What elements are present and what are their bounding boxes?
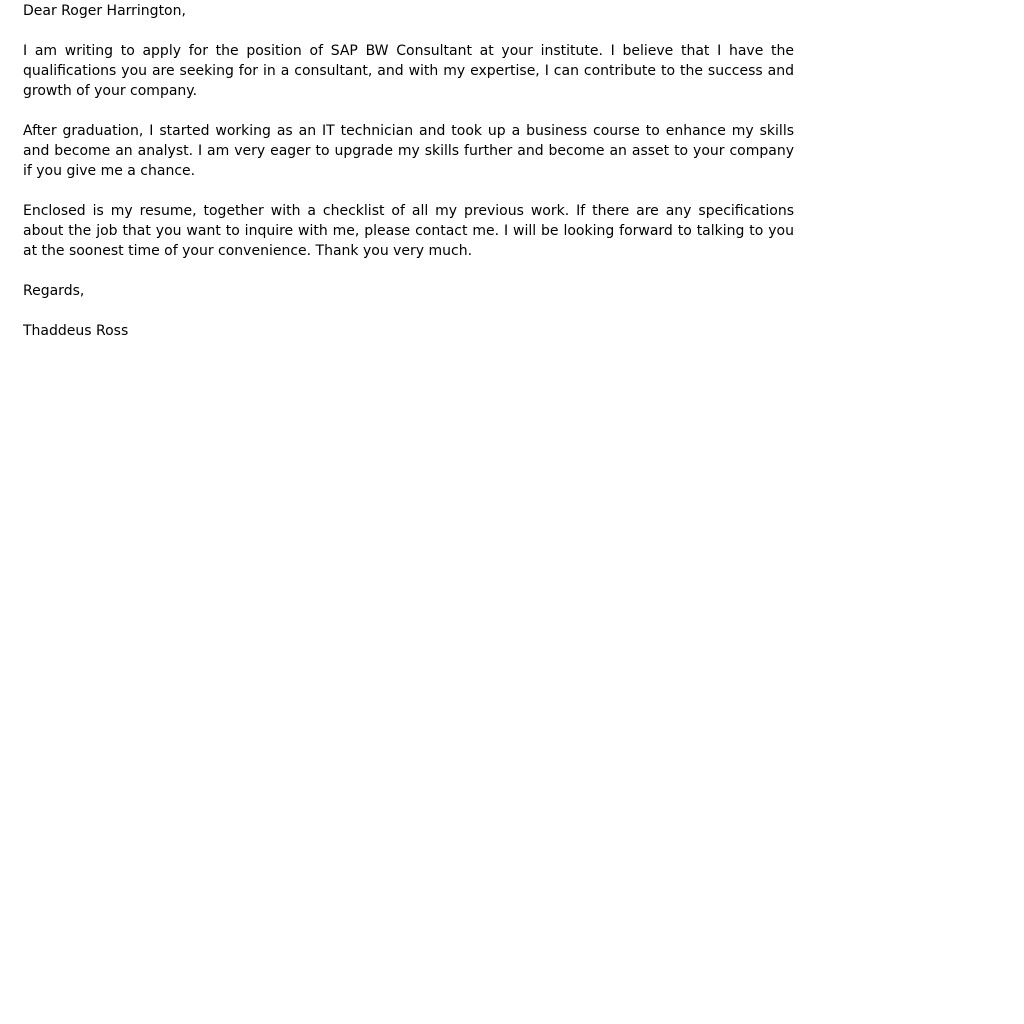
letter-signature: Thaddeus Ross bbox=[23, 323, 129, 339]
letter-paragraph-3: Enclosed is my resume, together with a checklist of all my previous work. If there are any specifications about the job that you want to inquire with me, please contact me. I will be looking forward to talking to you at the soonest time of your convenience. Thank you very much. bbox=[23, 203, 794, 259]
cover-letter bbox=[23, 0, 794, 341]
letter-salutation: Dear Roger Harrington, bbox=[23, 3, 186, 19]
letter-paragraph-2: After graduation, I started working as an IT technician and took up a business course to enhance my skills and become an analyst. I am very eager to upgrade my skills further and become an asset to your company if you give me a chance. bbox=[23, 123, 794, 179]
letter-paragraph-1: I am writing to apply for the position of SAP BW Consultant at your institute. I believe that I have the qualifications you are seeking for in a consultant, and with my expertise, I can contribute to the success and growth of your company. bbox=[23, 43, 794, 99]
letter-closing: Regards, bbox=[23, 283, 85, 299]
